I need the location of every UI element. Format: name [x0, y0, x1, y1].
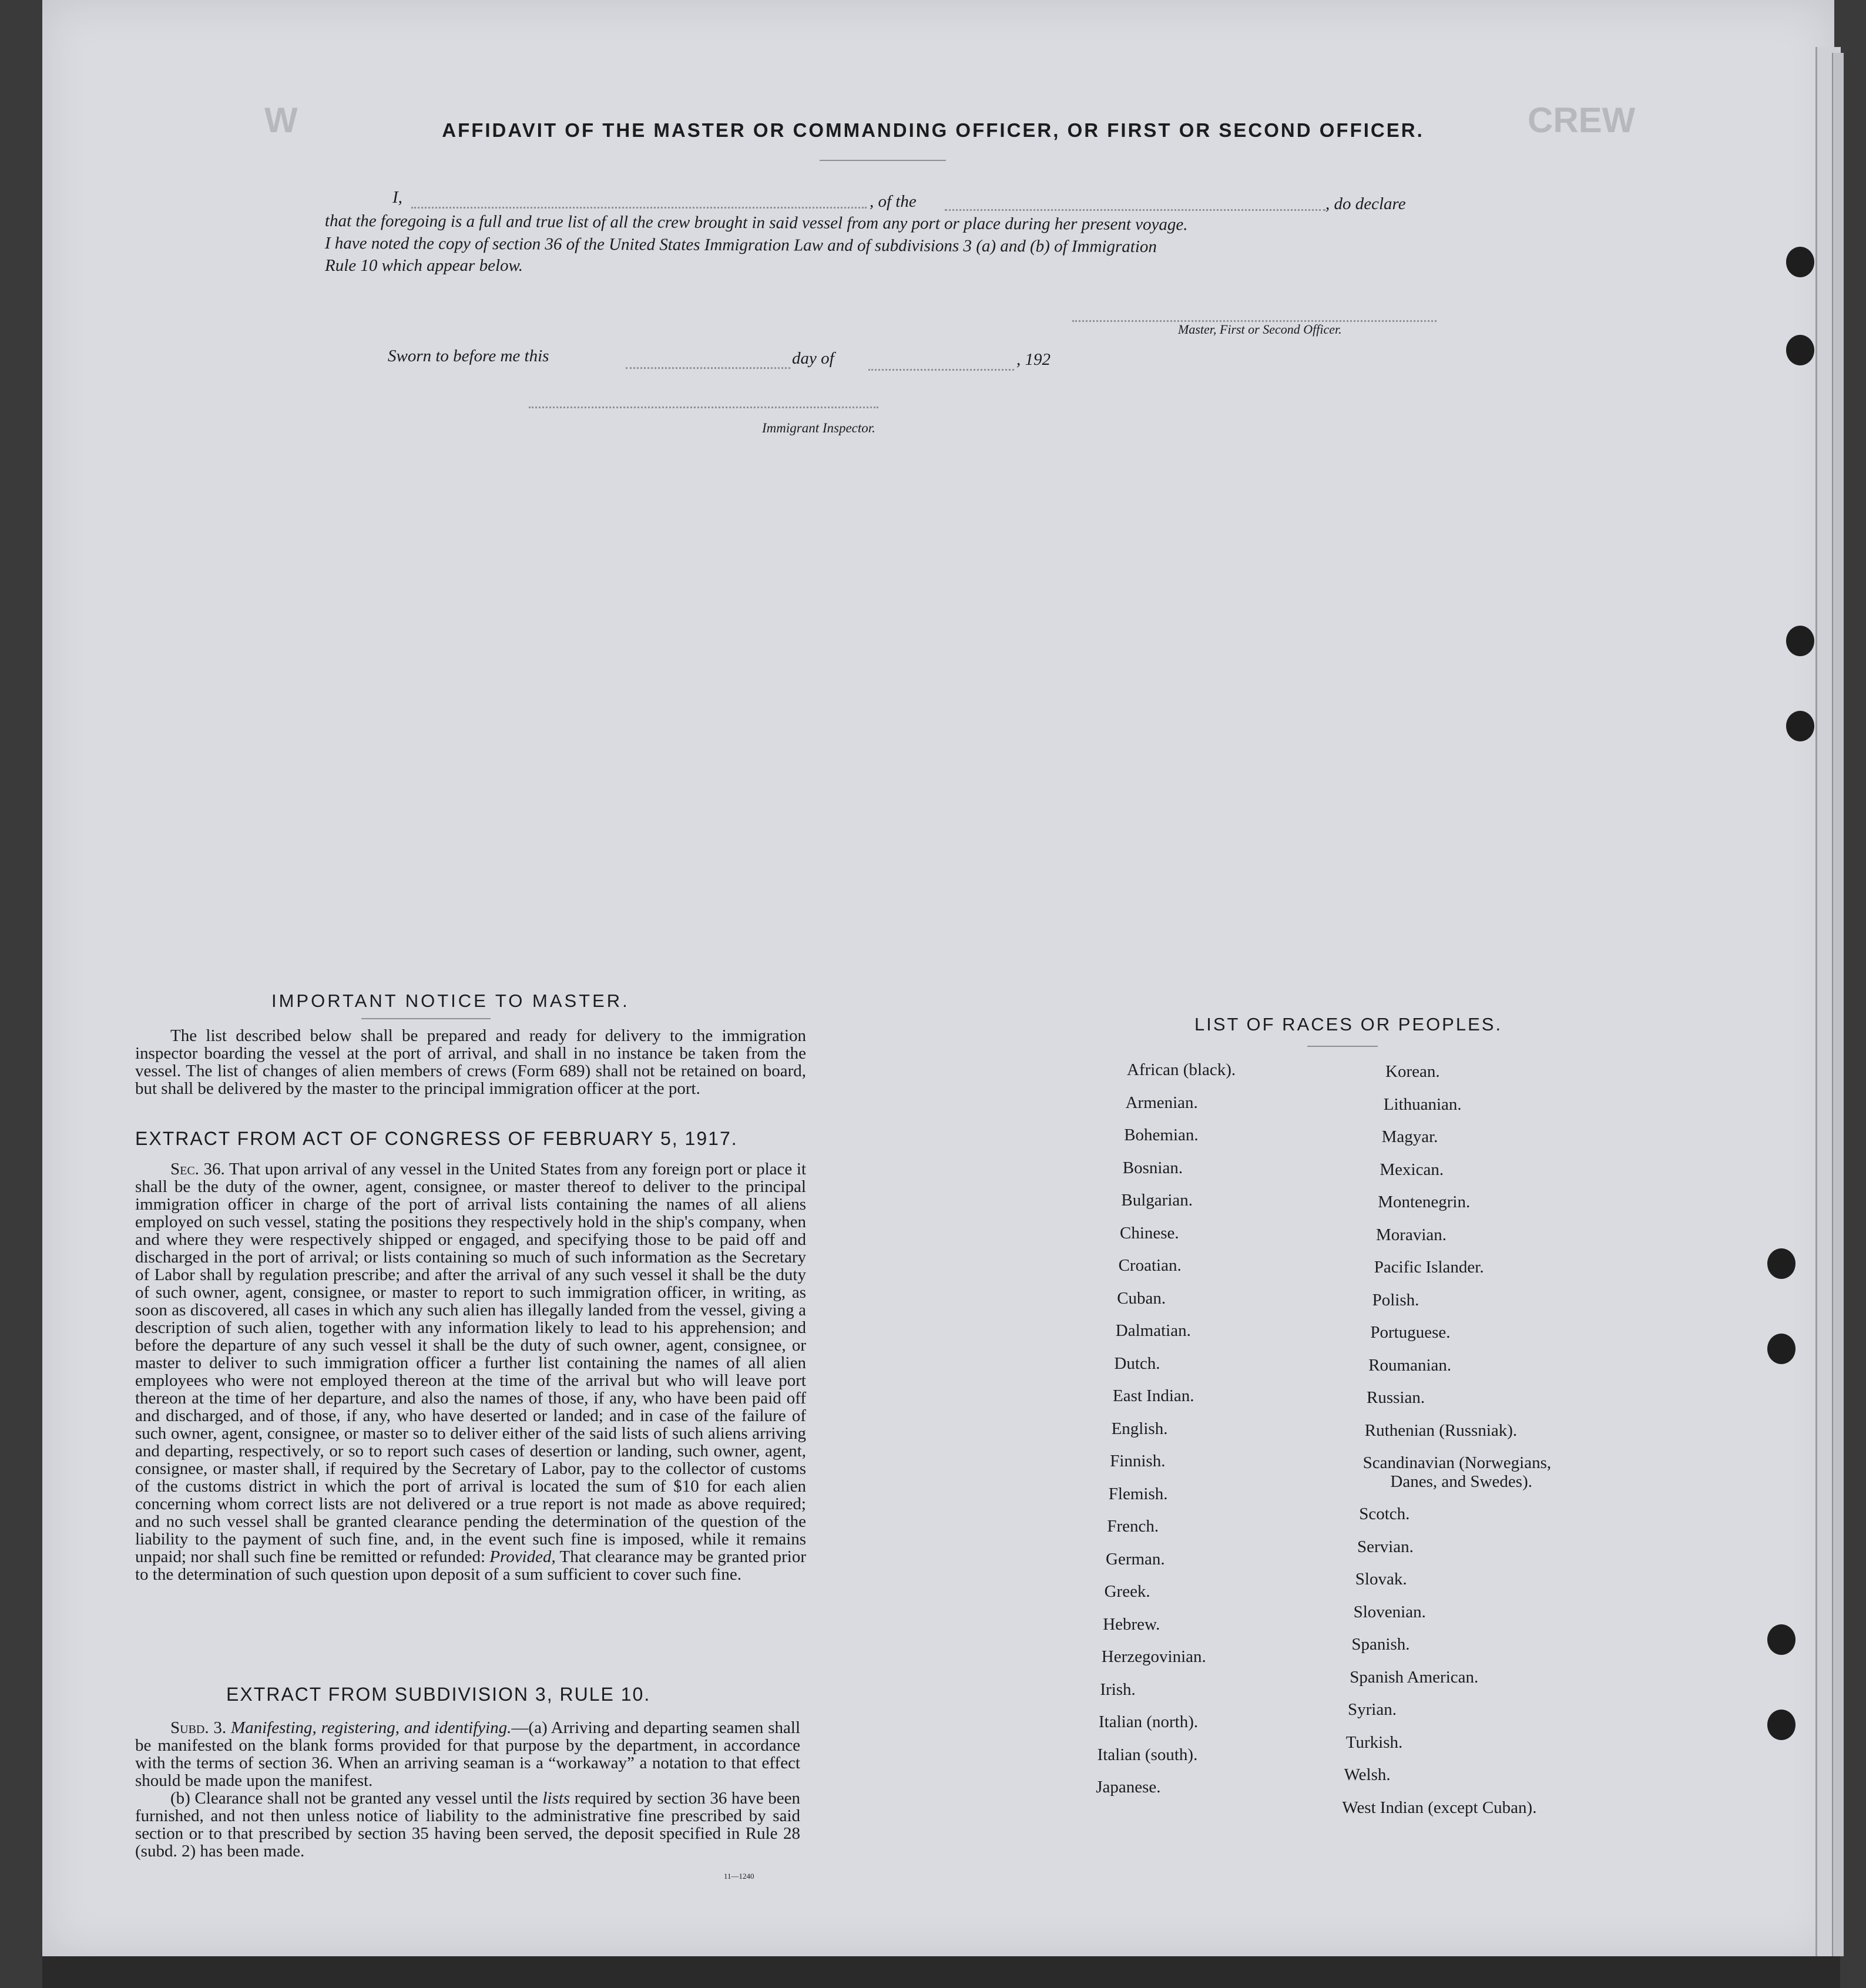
race-item: Chinese.: [1120, 1223, 1179, 1242]
race-item: Korean.: [1385, 1062, 1440, 1081]
race-item: Dutch.: [1114, 1354, 1160, 1373]
para-b-end: required by section 36 have been furnished, and not then unless notice of liability to the administrative fine prescribed by said section or to that prescribed by section 35 having been served, the deposit specified in Rule 28 (subd. 2) has been made.: [135, 1789, 801, 1861]
scan-background: [42, 1956, 1840, 1988]
race-item: Moravian.: [1376, 1225, 1447, 1244]
year-text: , 192: [1016, 350, 1051, 369]
race-item: Bohemian.: [1124, 1126, 1199, 1144]
rule-extract-title: EXTRACT FROM SUBDIVISION 3, RULE 10.: [226, 1684, 651, 1705]
race-item: Bosnian.: [1122, 1158, 1183, 1177]
race-item: Scotch.: [1359, 1505, 1410, 1523]
race-item: Servian.: [1357, 1537, 1414, 1556]
race-item: Flemish.: [1108, 1484, 1168, 1503]
race-item: Cuban.: [1117, 1288, 1166, 1308]
race-item: Portuguese.: [1370, 1323, 1451, 1342]
race-item: Slovenian.: [1353, 1602, 1426, 1621]
affidavit-i: I,: [392, 188, 402, 207]
affidavit-line-2: that the foregoing is a full and true list of all the crew brought in said vessel from any port or place during her present voyage.: [324, 211, 1188, 234]
affidavit-declare: , do declare: [1325, 194, 1406, 213]
race-item: English.: [1111, 1419, 1168, 1438]
race-item: Italian (south).: [1097, 1745, 1198, 1764]
affidavit-title: AFFIDAVIT OF THE MASTER OR COMMANDING OFFICER, OR FIRST OR SECOND OFFICER.: [442, 119, 1424, 141]
races-rule: [1307, 1046, 1378, 1047]
rule-extract-text: [135, 1719, 800, 1860]
vessel-blank: [945, 209, 1325, 211]
race-item: Danes, and Swedes).: [1390, 1472, 1532, 1491]
race-item: Italian (north).: [1099, 1712, 1199, 1731]
race-item: Roumanian.: [1368, 1355, 1452, 1375]
act-extract-text: [135, 1160, 806, 1583]
affidavit-line-3: I have noted the copy of section 36 of the United States Immigration Law and of subdivisions 3 (a) and (b) of Immigration: [324, 234, 1157, 257]
subd-heading: Manifesting, registering, and identifying.: [230, 1718, 512, 1737]
bleed-through-mark: CREW: [1528, 100, 1636, 140]
form-number: 11—1240: [724, 1872, 754, 1880]
race-item: Lithuanian.: [1383, 1094, 1462, 1114]
race-item: Hebrew.: [1103, 1614, 1160, 1634]
punch-hole: [1767, 1624, 1795, 1655]
punch-hole: [1786, 335, 1814, 365]
race-item: Bulgarian.: [1121, 1191, 1193, 1210]
document-page: [42, 0, 1834, 1956]
race-item: French.: [1107, 1517, 1159, 1536]
race-item: Welsh.: [1344, 1765, 1391, 1784]
race-item: Russian.: [1367, 1388, 1425, 1407]
notice-rule: [361, 1018, 491, 1019]
master-signature-label: Master, First or Second Officer.: [1178, 322, 1342, 337]
race-item: Spanish American.: [1350, 1667, 1479, 1687]
para-b-start: (b) Clearance shall not be granted any vessel until the: [170, 1789, 538, 1808]
race-item: Armenian.: [1125, 1093, 1198, 1112]
race-item: West Indian (except Cuban).: [1342, 1798, 1537, 1817]
race-item: Spanish.: [1351, 1635, 1410, 1654]
title-rule: [820, 160, 946, 161]
day-of-text: day of: [792, 349, 834, 368]
day-blank: [626, 367, 790, 369]
page-edge-inner: [1832, 53, 1844, 1956]
punch-hole: [1786, 626, 1814, 656]
affidavit-of-the: , of the: [870, 192, 917, 211]
race-item: Slovak.: [1355, 1570, 1407, 1589]
punch-hole: [1786, 711, 1814, 741]
race-item: Ruthenian (Russniak).: [1364, 1421, 1518, 1440]
subd-label: Subd. 3.: [170, 1718, 227, 1737]
race-item: German.: [1106, 1549, 1165, 1569]
race-item: Polish.: [1372, 1290, 1419, 1309]
race-item: Pacific Islander.: [1374, 1258, 1484, 1277]
month-blank: [868, 369, 1014, 371]
bleed-through-mark: W: [264, 100, 298, 140]
punch-hole: [1767, 1248, 1795, 1279]
races-title: LIST OF RACES OR PEOPLES.: [1194, 1014, 1503, 1035]
race-item: Turkish.: [1345, 1732, 1403, 1752]
inspector-signature-line: [529, 407, 878, 408]
provided-word: Provided,: [489, 1547, 556, 1566]
para-a: —(a) Arriving and departing seamen shall be manifested on the blank forms provided for that purpose by the department, in accordance with the terms of section 36. When an arriving seaman is a “workaway” a notation to that effect should be made upon the manifest.: [135, 1718, 801, 1790]
race-item: Montenegrin.: [1378, 1193, 1471, 1211]
race-item: Mexican.: [1380, 1160, 1444, 1179]
notice-title: IMPORTANT NOTICE TO MASTER.: [271, 990, 630, 1011]
race-item: African (black).: [1127, 1060, 1236, 1079]
race-item: Finnish.: [1110, 1452, 1166, 1470]
race-item: East Indian.: [1113, 1386, 1194, 1405]
race-item: Scandinavian (Norwegians,: [1362, 1453, 1552, 1472]
punch-hole: [1786, 247, 1814, 277]
race-item: Herzegovinian.: [1101, 1647, 1206, 1666]
affidavit-line-4: Rule 10 which appear below.: [325, 256, 523, 275]
act-extract-title: EXTRACT FROM ACT OF CONGRESS OF FEBRUARY 5, 1917.: [135, 1128, 738, 1149]
punch-hole: [1767, 1334, 1795, 1364]
para-b-lists: lists: [542, 1789, 570, 1808]
inspector-label: Immigrant Inspector.: [762, 421, 875, 435]
punch-hole: [1767, 1710, 1795, 1740]
sworn-text: Sworn to before me this: [388, 347, 549, 365]
race-item: Croatian.: [1118, 1256, 1182, 1275]
section-label: Sec. 36.: [170, 1160, 225, 1178]
notice-text: The list described below shall be prepared and ready for delivery to the immigration inspector boarding the vessel at the port of arrival, and shall in no instance be taken from the vessel. The list of changes of alien members of crews (Form 689) shall not be retained on board, but shall be delivered by the master to the principal immigration officer at the port.: [135, 1026, 806, 1098]
race-item: Syrian.: [1348, 1700, 1397, 1719]
section-36-end: That clearance may be granted prior to the determination of such question upon deposit of a sum sufficient to cover such fine.: [135, 1547, 807, 1584]
race-item: Japanese.: [1096, 1778, 1161, 1796]
race-item: Irish.: [1100, 1680, 1136, 1699]
name-blank: [411, 207, 867, 209]
section-36-body: That upon arrival of any vessel in the United States from any foreign port or place it shall be the duty of the owner, agent, consignee, or master thereof to deliver to the principal immigration officer in charge of the port of arrival lists containing the names of all aliens employed on such vessel, stating the positions they respectively hold in the ship's company, when and where they were respectively shipped or engaged, and specifying those to be paid off and discharged in the port of arrival; or lists containing so much of such information as the Secretary of Labor shall by regulation prescribe; and after the arrival of any such vessel it shall be the duty of such owner, agent, consignee, or master to report to such immigration officer, in writing, as soon as discovered, all cases in which any such alien has illegally landed from the vessel, giving a description of such alien, together with any information likely to lead to his apprehension; and before the departure of any such vessel it shall be the duty of such owner, agent, consignee, or master to deliver to such immigration officer a further list containing the names of all alien employees who were not employed thereon at the time of the arrival but who will leave port thereon at the time of her departure, and also the names of those, if any, who have been paid off and discharged, and of those, if any, who have deserted or landed; and in case of the failure of such owner, agent, consignee, or master so to deliver either of the said lists of such aliens arriving and departing, respectively, or so to report such cases of desertion or landing, such owner, agent, consignee, or master shall, if required by the Secretary of Labor, pay to the collector of customs of the customs district in which the port of arrival is located the sum of $10 for each alien concerning whom correct lists are not delivered or a true report is not made as above required; and no such vessel shall be granted clearance pending the determination of the question of the liability to the payment of such fine, and, in the event such fine is imposed, while it remains unpaid; nor shall such fine be remitted or refunded:: [135, 1160, 806, 1566]
race-item: Greek.: [1104, 1582, 1150, 1601]
race-item: Magyar.: [1381, 1127, 1438, 1146]
race-item: Dalmatian.: [1115, 1321, 1191, 1340]
